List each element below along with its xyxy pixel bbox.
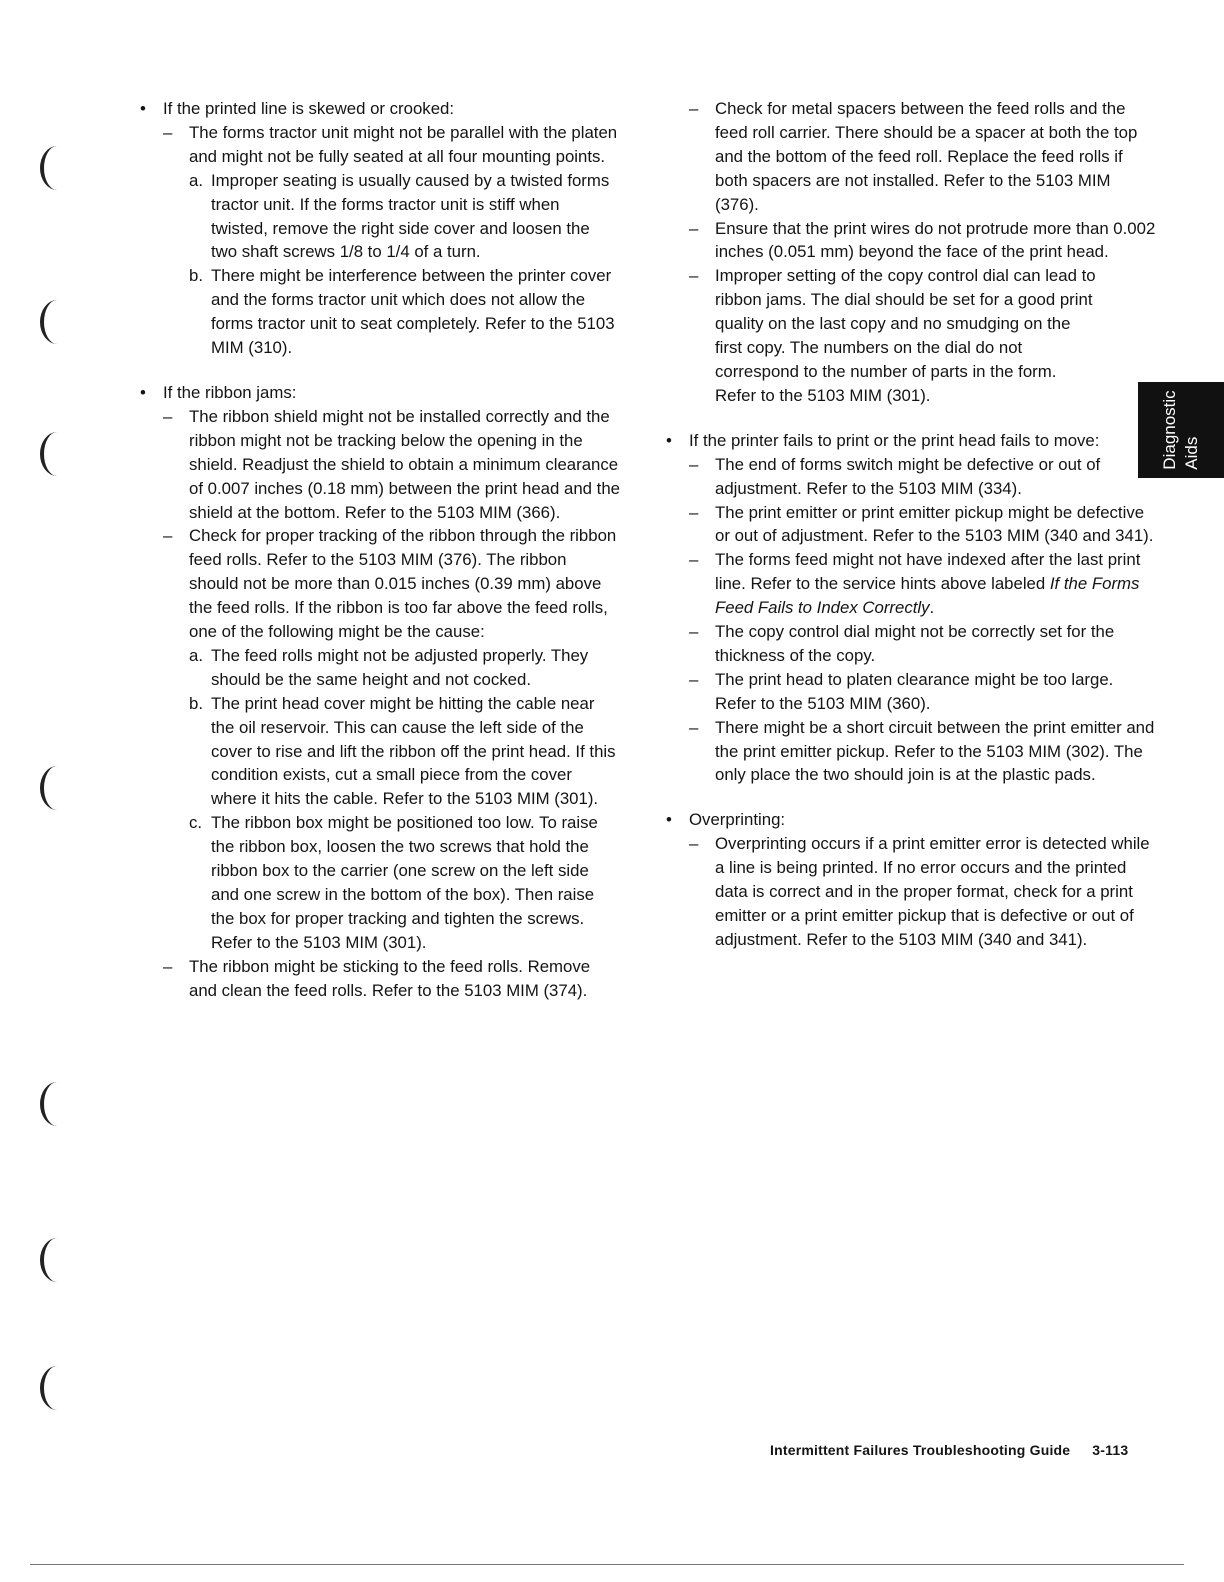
dash-item [163, 405, 620, 525]
dash-item [163, 955, 620, 1003]
dash-marker: – [689, 717, 699, 737]
dash-item [163, 121, 620, 360]
bullet-marker: • [666, 810, 672, 830]
dash-item [689, 501, 1156, 549]
dash-text: The end of forms switch might be defective or out of adjustment. Refer to the 5103 MIM (334). [715, 454, 1101, 498]
dash-text: Ensure that the print wires do not protrude more than 0.002 inches (0.051 mm) beyond the face of the print head. [715, 218, 1156, 262]
dash-item [689, 620, 1156, 668]
bullet-title: If the ribbon jams: [163, 382, 297, 402]
bullet-title: If the printer fails to print or the print head fails to move: [689, 430, 1100, 450]
sub-item-a [189, 644, 620, 692]
punch-hole [40, 146, 74, 190]
dash-text-part: The forms feed might not have indexed after the last print line. Refer to the service hints above labeled [715, 550, 1141, 594]
bullet-marker: • [666, 430, 672, 450]
dash-marker: – [163, 526, 173, 546]
page-footer [770, 1442, 1128, 1458]
sub-item-b [189, 692, 620, 812]
sub-text: Improper seating is usually caused by a twisted forms tractor unit. If the forms tractor unit is stiff when twisted, remove the right side cover and loosen the two shaft screws 1/8 to 1/4 of a turn. [211, 170, 610, 262]
sub-text: The ribbon box might be positioned too low. To raise the ribbon box, loosen the two screws that hold the ribbon box to the carrier (one screw on the left side and one screw in the bottom of the box). Then raise the box for proper tracking and tighten the screws. Refer to the 5103 MIM (301). [211, 813, 598, 952]
dash-text: The forms tractor unit might not be parallel with the platen and might not be fully seated at all four mounting points. [189, 122, 618, 166]
dash-marker: – [689, 218, 699, 238]
sub-item-a [189, 169, 620, 265]
punch-hole [40, 1366, 74, 1410]
continued-ribbon-jams [666, 97, 1156, 408]
dash-marker: – [689, 266, 699, 286]
dash-item [689, 548, 1156, 620]
dash-text: The print head to platen clearance might be too large. Refer to the 5103 MIM (360). [715, 669, 1114, 713]
sub-text: The print head cover might be hitting the cable near the oil reservoir. This can cause the left side of the cover to rise and lift the ribbon off the print head. If this condition exists, cut a small piece from the cover where it hits the cable. Refer to the 5103 MIM (301). [211, 693, 616, 809]
dash-marker: – [689, 669, 699, 689]
dash-text: The print emitter or print emitter pickup might be defective or out of adjustment. Refer to the 5103 MIM (340 and 341). [715, 502, 1154, 546]
italic-reference: If the Forms Feed Fails to Index Correctly [715, 574, 1140, 618]
punch-hole [40, 432, 74, 476]
left-column [140, 97, 620, 1024]
bullet-ribbon-jams [140, 381, 620, 1003]
dash-item [689, 668, 1156, 716]
dash-item [689, 217, 1156, 265]
dash-text: Improper setting of the copy control dial can lead to ribbon jams. The dial should be set for a good print quality on the last copy and no smudging on the first copy. The numbers on the dial do not correspond to the number of parts in the form. Refer to the 5103 MIM (301). [715, 266, 1096, 405]
dash-item [689, 832, 1156, 952]
right-column [666, 97, 1156, 973]
section-tab-diagnostic-aids [1138, 382, 1224, 478]
dash-text: The ribbon shield might not be installed correctly and the ribbon might not be tracking below the opening in the shield. Readjust the shield to obtain a minimum clearance of 0.007 inches (0.18 mm) between the print head and the shield at the bottom. Refer to the 5103 MIM (366). [189, 406, 620, 522]
dash-marker: – [163, 122, 173, 142]
dash-marker: – [689, 502, 699, 522]
sub-marker: c. [189, 813, 203, 833]
dash-marker: – [163, 956, 173, 976]
footer-title: Intermittent Failures Troubleshooting Guide [770, 1442, 1071, 1458]
bottom-rule [30, 1564, 1184, 1565]
dash-marker: – [689, 622, 699, 642]
dash-text: Overprinting occurs if a print emitter error is detected while a line is being printed. If no error occurs and the printed data is correct and in the proper format, check for a print emitter or a print emitter pickup that is defective or out of adjustment. Refer to the 5103 MIM (340 and 341). [715, 834, 1150, 949]
bullet-overprinting [666, 808, 1156, 951]
tab-line: Aids [1182, 436, 1201, 470]
sub-item-b [189, 264, 620, 360]
dash-text: Check for metal spacers between the feed rolls and the feed roll carrier. There should be a spacer at both the top and the bottom of the feed roll. Replace the feed rolls if both spacers are not installed. Refer to the 5103 MIM (376). [715, 99, 1138, 214]
bullet-title: If the printed line is skewed or crooked: [163, 99, 455, 118]
sub-item-c [189, 811, 620, 954]
dash-item [689, 453, 1156, 501]
sub-marker: a. [189, 170, 203, 190]
tab-line: Diagnostic [1160, 390, 1179, 470]
dash-marker: – [689, 99, 699, 118]
dash-text: Check for proper tracking of the ribbon through the ribbon feed rolls. Refer to the 5103 MIM (376). The ribbon should not be more than 0.015 inches (0.39 mm) above the feed rolls. If the ribbon is too far above the feed rolls, one of the following might be the cause: [189, 526, 617, 642]
dash-item [689, 97, 1156, 217]
punch-hole [40, 1082, 74, 1126]
bullet-marker: • [140, 382, 146, 402]
sub-marker: b. [189, 266, 203, 286]
dash-text: The copy control dial might not be correctly set for the thickness of the copy. [715, 622, 1115, 665]
dash-item [163, 524, 620, 954]
bullet-marker: • [140, 99, 146, 118]
punch-hole [40, 300, 74, 344]
page-number: 3-113 [1092, 1442, 1129, 1458]
sub-text: There might be interference between the printer cover and the forms tractor unit which does not allow the forms tractor unit to seat completely. Refer to the 5103 MIM (310). [211, 266, 615, 358]
punch-hole [40, 1238, 74, 1282]
dash-text: The ribbon might be sticking to the feed rolls. Remove and clean the feed rolls. Refer to the 5103 MIM (374). [189, 956, 591, 1000]
punch-hole [40, 766, 74, 810]
dash-item [689, 716, 1156, 788]
dash-text: There might be a short circuit between the print emitter and the print emitter pickup. Refer to the 5103 MIM (302). The only place the two should join is at the plastic pads. [715, 717, 1155, 785]
bullet-skewed-line [140, 97, 620, 360]
sub-marker: a. [189, 645, 203, 665]
dash-text [715, 548, 1156, 620]
dash-marker: – [163, 406, 173, 426]
bullet-fails-to-print [666, 429, 1156, 788]
dash-marker: – [689, 834, 699, 854]
dash-text-part: . [929, 598, 935, 618]
sub-text: The feed rolls might not be adjusted properly. They should be the same height and not cocked. [211, 645, 589, 689]
bullet-title: Overprinting: [689, 810, 786, 830]
sub-marker: b. [189, 693, 203, 713]
dash-item [689, 264, 1156, 407]
dash-marker: – [689, 550, 699, 570]
dash-marker: – [689, 454, 699, 474]
